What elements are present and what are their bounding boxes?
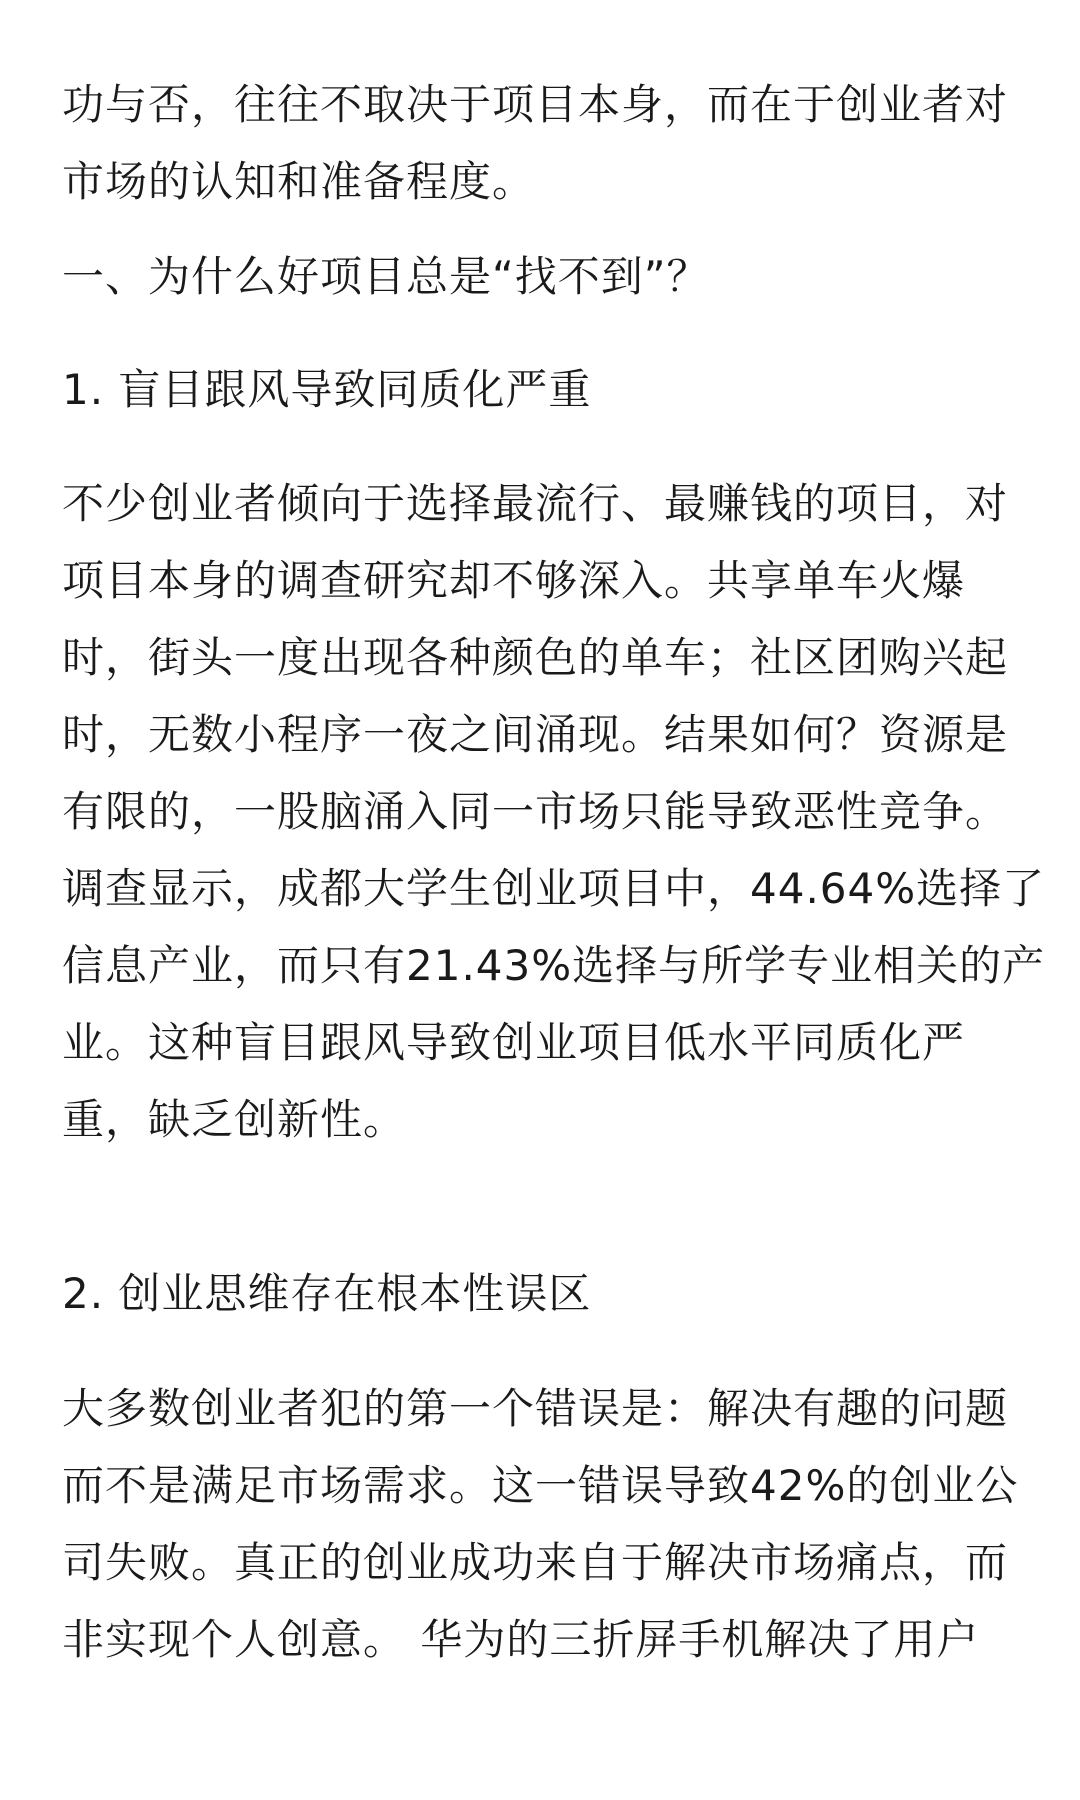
- paragraph-line: 时，无数小程序一夜之间涌现。结果如何？资源是: [62, 710, 1009, 759]
- heading-text: 2. 创业思维存在根本性误区: [62, 1269, 592, 1318]
- heading-text: 1. 盲目跟风导致同质化严重: [62, 365, 592, 414]
- subheading-2: [62, 1255, 1022, 1332]
- paragraph-line: 大多数创业者犯的第一个错误是：解决有趣的问题: [62, 1384, 1009, 1433]
- paragraph-line: 司失败。真正的创业成功来自于解决市场痛点，而: [62, 1538, 1009, 1587]
- paragraph-line: 重，缺乏创新性。: [62, 1095, 407, 1144]
- paragraph-line: 非实现个人创意。 华为的三折屏手机解决了用户: [62, 1615, 980, 1664]
- paragraph-line: 功与否，往往不取决于项目本身，而在于创业者对: [62, 80, 1009, 129]
- paragraph-line: 业。这种盲目跟风导致创业项目低水平同质化严: [62, 1018, 966, 1067]
- paragraph-line: 信息产业，而只有21.43%选择与所学专业相关的产: [62, 941, 1046, 990]
- paragraph-line: 时，街头一度出现各种颜色的单车；社区团购兴起: [62, 633, 1009, 682]
- paragraph-line: 而不是满足市场需求。这一错误导致42%的创业公: [62, 1461, 1019, 1510]
- paragraph-line: 有限的，一股脑涌入同一市场只能导致恶性竞争。: [62, 787, 1009, 836]
- heading-text: 一、为什么好项目总是“找不到”？: [62, 252, 710, 301]
- paragraph-2: [62, 1370, 1022, 1678]
- paragraph-line: 调查显示，成都大学生创业项目中，44.64%选择了: [62, 864, 1046, 913]
- paragraph-line: 项目本身的调查研究却不够深入。共享单车火爆: [62, 556, 966, 605]
- section-heading: [62, 238, 1022, 315]
- intro-paragraph: [62, 66, 1022, 220]
- paragraph-line: 市场的认知和准备程度。: [62, 157, 536, 206]
- subheading-1: [62, 351, 1022, 428]
- paragraph-line: 不少创业者倾向于选择最流行、最赚钱的项目，对: [62, 479, 1009, 528]
- paragraph-1: [62, 465, 1046, 1158]
